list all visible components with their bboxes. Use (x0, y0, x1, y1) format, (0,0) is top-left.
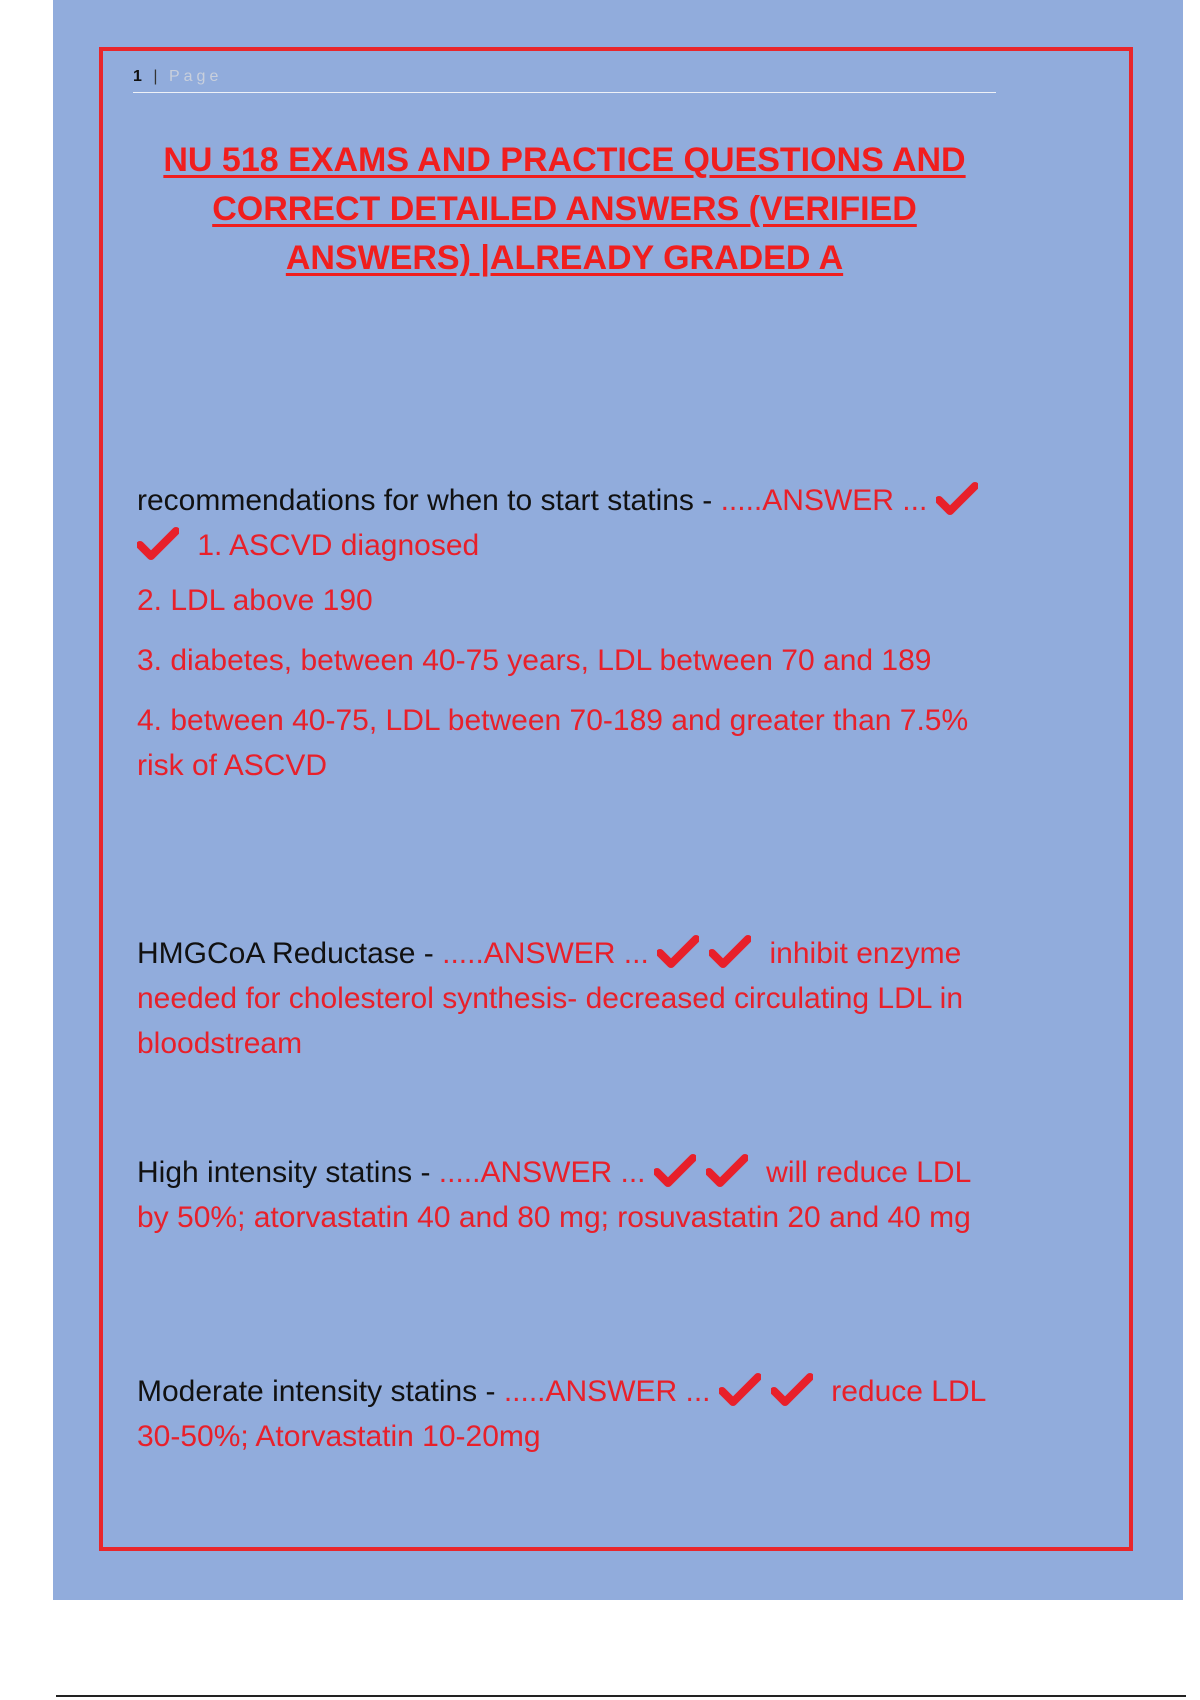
question-text: recommendations for when to start statins - (137, 484, 721, 517)
answer-item: 2. LDL above 190 (137, 584, 373, 617)
answer-marker: .....ANSWER ... (442, 937, 649, 970)
question-text: HMGCoA Reductase - (137, 937, 443, 970)
answer-marker: .....ANSWER ... (503, 1375, 711, 1408)
check-icon (657, 935, 699, 969)
bottom-rule (56, 1695, 1186, 1697)
page-number: 1 (133, 68, 144, 85)
check-icon (771, 1373, 813, 1407)
answer-item: 3. diabetes, between 40-75 years, LDL between 70 and 189 (137, 644, 932, 677)
answer-marker: .....ANSWER ... (720, 484, 928, 517)
page-word: Page (168, 68, 223, 85)
check-icon (719, 1373, 761, 1407)
check-icon (936, 482, 978, 516)
question-text: Moderate intensity statins - (137, 1375, 504, 1408)
header-separator: | (153, 68, 160, 85)
qa-block-2 (137, 931, 997, 1066)
answer-item: 4. between 40-75, LDL between 70-189 and greater than 7.5% risk of ASCVD (137, 704, 969, 782)
check-icon (706, 1154, 748, 1188)
check-icon (137, 527, 179, 561)
document-title: NU 518 EXAMS AND PRACTICE QUESTIONS AND CORRECT DETAILED ANSWERS (VERIFIED ANSWERS) |ALREADY GRADED A (163, 141, 966, 277)
answer-marker: .....ANSWER ... (438, 1156, 646, 1189)
answer-text: inhibit enzyme needed for cholesterol synthesis- decreased circulating LDL in bloodstream (137, 937, 964, 1060)
answer-text: reduce LDL 30-50%; Atorvastatin 10-20mg (137, 1375, 986, 1453)
page-header (133, 68, 996, 93)
answer-text: will reduce LDL by 50%; atorvastatin 40 and 80 mg; rosuvastatin 20 and 40 mg (137, 1156, 971, 1234)
qa-block-3 (137, 1150, 997, 1240)
answer-text: 1. ASCVD diagnosed (189, 529, 480, 562)
qa-block-1 (137, 478, 997, 804)
check-icon (709, 935, 751, 969)
check-icon (654, 1154, 696, 1188)
question-text: High intensity statins - (137, 1156, 439, 1189)
qa-block-4 (137, 1369, 997, 1459)
